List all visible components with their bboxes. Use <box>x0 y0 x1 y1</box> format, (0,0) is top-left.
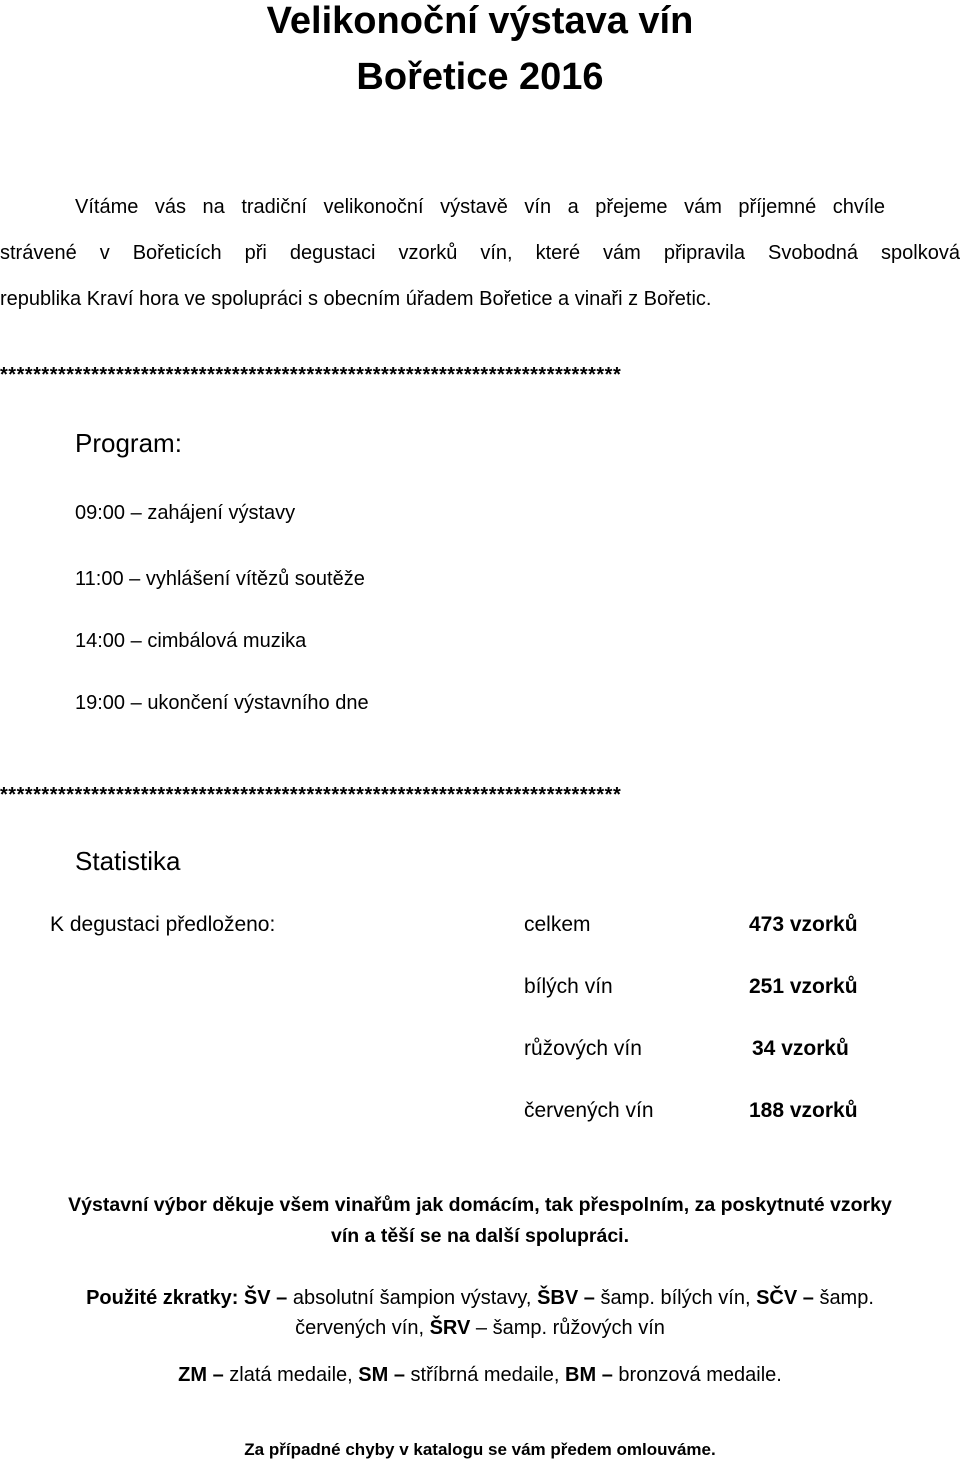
program-text: vyhlášení vítězů soutěže <box>145 568 365 590</box>
statistics-category: bílých vín <box>524 975 613 998</box>
statistics-label: K degustaci předloženo: <box>50 913 276 936</box>
program-dash: – <box>130 692 142 714</box>
program-item <box>75 502 295 525</box>
abbr-text: stříbrná medaile, <box>410 1364 560 1386</box>
footer-note: Za případné chyby v katalogu se vám předem omlouváme. <box>244 1440 716 1459</box>
program-dash: – <box>129 568 141 590</box>
abbr-text: zlatá medaile, <box>229 1364 353 1386</box>
thanks-line-2: vín a těší se na další spolupráci. <box>330 1225 630 1247</box>
thanks-line-1: Výstavní výbor děkuje všem vinařům jak domácím, tak přespolním, za poskytnuté vzorky <box>68 1194 892 1216</box>
statistics-category: červených vín <box>524 1099 654 1122</box>
abbr-code: SČV <box>756 1287 798 1309</box>
abbreviations-line-2 <box>0 1317 960 1340</box>
abbr-dash: – <box>276 1287 288 1309</box>
abbr-dash: – <box>393 1364 405 1386</box>
abbr-text: šamp. <box>819 1287 874 1309</box>
abbreviations-line-1 <box>0 1287 960 1310</box>
abbr-text: bronzová medaile. <box>618 1364 782 1386</box>
program-item <box>75 568 365 591</box>
abbreviations-label: Použité zkratky: <box>86 1287 239 1309</box>
program-time: 14:00 <box>75 630 126 652</box>
statistics-count: 34 vzorků <box>752 1037 849 1060</box>
statistics-heading: Statistika <box>75 846 181 876</box>
program-item <box>75 692 369 715</box>
abbr-dash: – <box>601 1364 613 1386</box>
title-line-2: Bořetice 2016 <box>356 56 604 98</box>
abbr-code: ŠRV <box>429 1317 471 1339</box>
statistics-count: 251 vzorků <box>749 975 858 998</box>
title-line-1: Velikonoční výstava vín <box>266 0 694 42</box>
intro-line-2: strávené v Bořeticích při degustaci vzorků vín, které vám připravila Svobodná spolková <box>0 242 960 264</box>
abbr-code: ŠBV <box>537 1287 579 1309</box>
abbr-text: šamp. růžových vín <box>492 1317 665 1339</box>
program-text: cimbálová muzika <box>147 630 307 652</box>
program-time: 11:00 <box>75 568 124 590</box>
program-item <box>75 630 306 653</box>
abbr-dash: – <box>583 1287 595 1309</box>
abbr-dash: – <box>475 1317 488 1339</box>
statistics-category: celkem <box>524 913 591 936</box>
abbr-code: BM <box>565 1364 597 1386</box>
program-text: ukončení výstavního dne <box>147 692 369 714</box>
intro-line-3: republika Kraví hora ve spolupráci s obecním úřadem Bořetice a vinaři z Bořetic. <box>0 288 712 310</box>
abbr-dash: – <box>802 1287 814 1309</box>
program-text: zahájení výstavy <box>147 502 296 524</box>
statistics-count: 473 vzorků <box>749 913 858 936</box>
abbr-code: ZM <box>178 1364 208 1386</box>
program-time: 19:00 <box>75 692 126 714</box>
program-dash: – <box>130 630 142 652</box>
abbr-text: šamp. bílých vín, <box>600 1287 751 1309</box>
abbr-text: absolutní šampion výstavy, <box>292 1287 532 1309</box>
program-heading: Program: <box>75 428 182 458</box>
abbr-dash: – <box>212 1364 224 1386</box>
separator-middle: *************************************************************************** <box>0 784 622 806</box>
abbr-code: SM <box>358 1364 389 1386</box>
abbreviations-line-3 <box>0 1364 960 1387</box>
separator-top: *************************************************************************** <box>0 364 622 386</box>
intro-line-1: Vítáme vás na tradiční velikonoční výstavě vín a přejeme vám příjemné chvíle <box>75 196 885 218</box>
abbr-code: ŠV <box>243 1287 271 1309</box>
abbr-text: červených vín, <box>295 1317 425 1339</box>
statistics-category: růžových vín <box>524 1037 642 1060</box>
statistics-count: 188 vzorků <box>749 1099 858 1122</box>
program-dash: – <box>130 502 142 524</box>
program-time: 09:00 <box>75 502 126 524</box>
